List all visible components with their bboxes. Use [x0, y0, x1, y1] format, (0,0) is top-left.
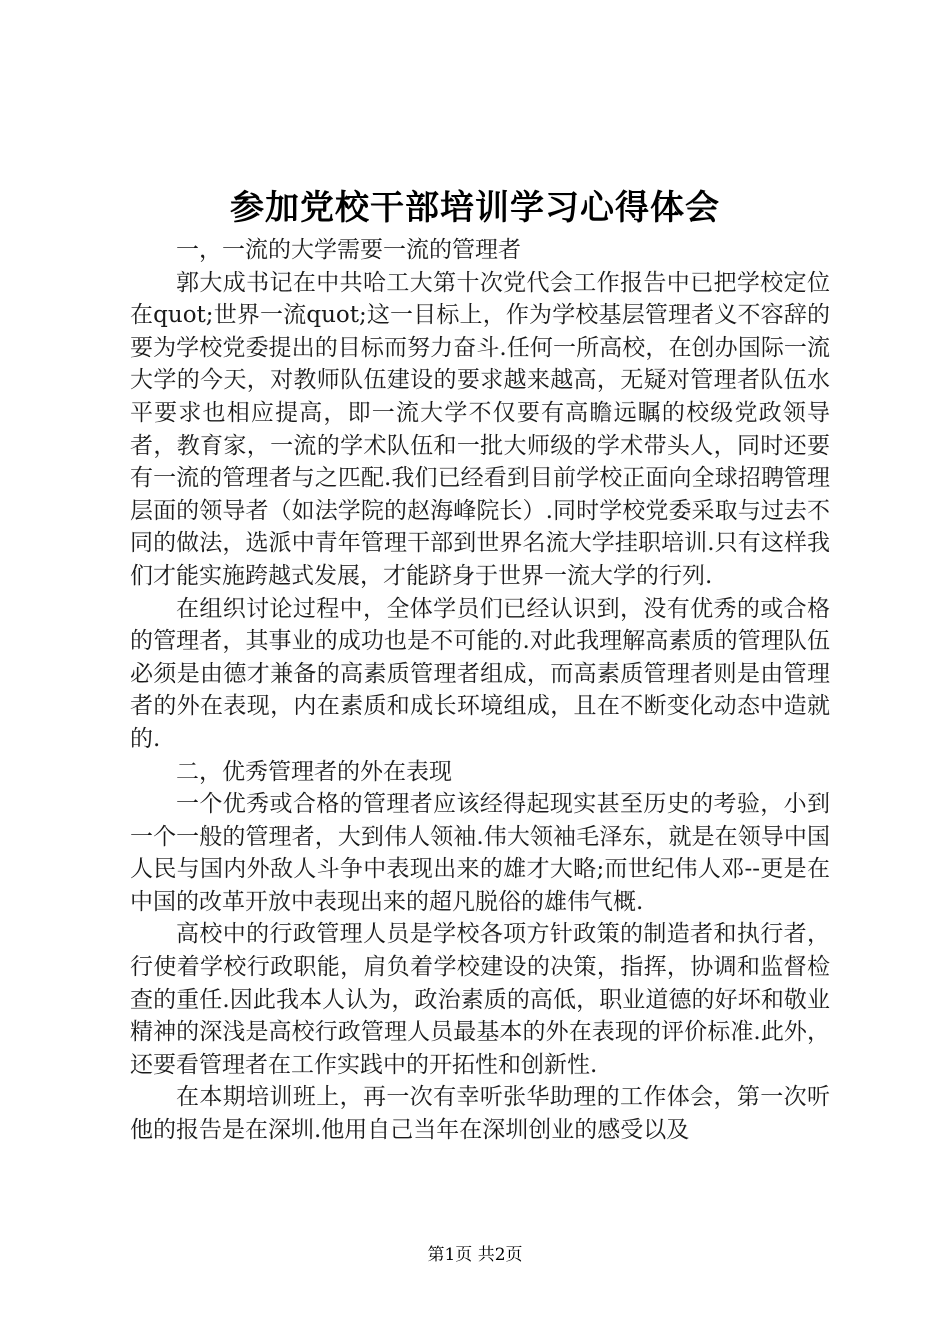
document-title: 参加党校干部培训学习心得体会 — [230, 188, 720, 228]
paragraph: 在本期培训班上，再一次有幸听张华助理的工作体会，第一次听他的报告是在深圳.他用自己当年在深圳创业的感受以及 — [130, 1084, 830, 1144]
page-footer: 第1页 共2页 — [427, 1245, 523, 1265]
section-heading-2: 二，优秀管理者的外在表现 — [176, 758, 452, 785]
paragraph: 高校中的行政管理人员是学校各项方针政策的制造者和执行者，行使着学校行政职能，肩负着学校建设的决策，指挥，协调和监督检查的重任.因此我本人认为，政治素质的高低，职业道德的好坏和敬业精神的深浅是高校行政管理人员最基本的外在表现的评价标准.此外，还要看管理者在工作实践中的开拓性和创新性. — [130, 921, 830, 1078]
paragraph: 郭大成书记在中共哈工大第十次党代会工作报告中已把学校定位在quot;世界一流quot;这一目标上，作为学校基层管理者义不容辞的要为学校党委提出的目标而努力奋斗.任何一所高校，在创办国际一流大学的今天，对教师队伍建设的要求越来越高，无疑对管理者队伍水平要求也相应提高，即一流大学不仅要有高瞻远瞩的校级党政领导者，教育家，一流的学术队伍和一批大师级的学术带头人，同时还要有一流的管理者与之匹配.我们已经看到目前学校正面向全球招聘管理层面的领导者（如法学院的赵海峰院长）.同时学校党委采取与过去不同的做法，选派中青年管理干部到世界名流大学挂职培训.只有这样我们才能实施跨越式发展，才能跻身于世界一流大学的行列. — [130, 269, 830, 589]
document-body — [130, 234, 830, 1147]
paragraph: 在组织讨论过程中，全体学员们已经认识到，没有优秀的或合格的管理者，其事业的成功也是不可能的.对此我理解高素质的管理队伍必须是由德才兼备的高素质管理者组成，而高素质管理者则是由管理者的外在表现，内在素质和成长环境组成，且在不断变化动态中造就的. — [130, 595, 830, 752]
paragraph: 一个优秀或合格的管理者应该经得起现实甚至历史的考验，小到一个一般的管理者，大到伟人领袖.伟大领袖毛泽东，就是在领导中国人民与国内外敌人斗争中表现出来的雄才大略;而世纪伟人邓--更是在中国的改革开放中表现出来的超凡脱俗的雄伟气概. — [130, 791, 830, 915]
section-heading-1: 一，一流的大学需要一流的管理者 — [176, 237, 521, 263]
